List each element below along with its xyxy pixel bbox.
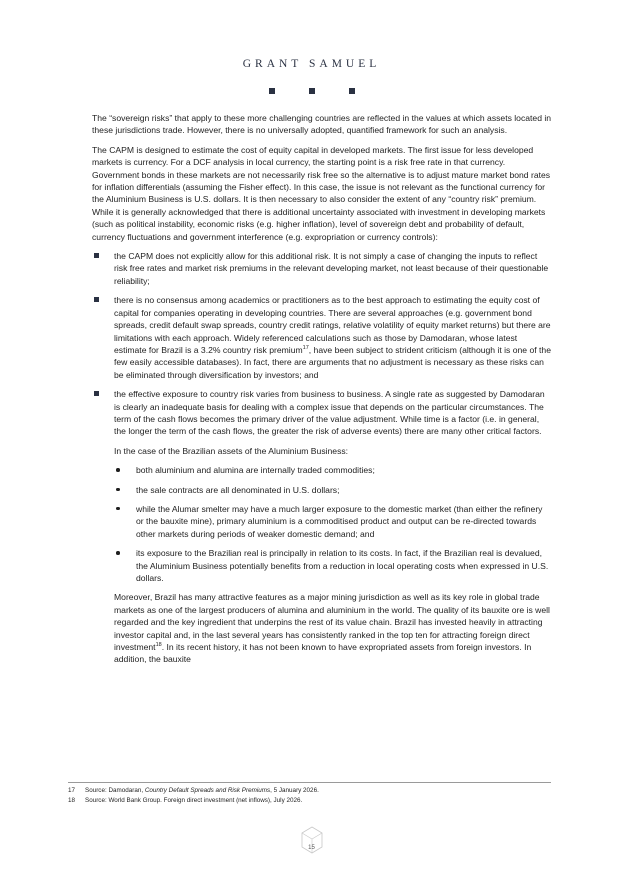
- logo-squares: [0, 88, 623, 94]
- page-number: 15: [308, 845, 315, 851]
- footnote: 17 Source: Damodaran, Country Default Spreads and Risk Premiums, 5 January 2026.: [68, 787, 319, 794]
- footnote-ref: 18: [155, 642, 162, 649]
- brazil-section: [114, 445, 552, 666]
- grant-samuel-logo: GRANT SAMUEL: [242, 58, 381, 70]
- square-icon: [349, 88, 355, 94]
- sub-bullet-item: while the Alumar smelter may have a much larger exposure to the domestic market (than either the refinery or the bauxite mine), primary aluminium is a commoditised product and output can be re-directed towards other markets during periods of weaker domestic demand; and: [114, 503, 552, 540]
- body-text: [92, 112, 552, 673]
- paragraph: The CAPM is designed to estimate the cost of equity capital in developed markets. The first issue for less developed markets is currency. For a DCF analysis in local currency, the starting point is a risk free rate in that currency. Government bonds in these markets are not necessarily risk free so the alternative is to adjust mature market bond rates for inflation differentials (assuming the Fisher effect). In this case, the issue is not relevant as the functional currency for the Aluminium Business is U.S. dollars. It is then necessary to also consider the extent of any “country risk” premium. While it is generally acknowledged that there is additional uncertainty associated with investment in developing markets (such as political instability, economic risks (e.g. higher inflation), level of sovereign debt and probability of default, currency fluctuations and government interference (e.g. expropriation or currency controls):: [92, 144, 551, 242]
- sub-bullet-item: the sale contracts are all denominated in U.S. dollars;: [114, 484, 552, 496]
- square-icon: [269, 88, 275, 94]
- bullet-item: [92, 388, 552, 438]
- dot-bullet-icon: [114, 464, 136, 476]
- footnote: 18 Source: World Bank Group. Foreign direct investment (net inflows), July 2026.: [68, 797, 303, 804]
- bullet-text: the effective exposure to country risk varies from business to business. A single rate as suggested by Damodaran is clearly an inadequate basis for dealing with a complex issue that depends on the particular circumstances. The term of the cash flows becomes the primary driver of the value adjustment. While time is a factor (i.e. in general, the longer the term of the cash flows, the greater the risk of adverse events) there are many other critical factors.: [114, 389, 545, 437]
- bullet-text: there is no consensus among academics or practitioners as to the best approach to estimating the equity cost of capital for companies operating in developing countries. There are several approaches (e.g. government bond spreads, credit default swap spreads, country credit ratings, relative volatility of equity market returns) but there are limitations with each approach. Widely referenced calculations such as those by Damodaran, whose latest estimate for Brazil is a 3.2% country risk premium$^{17}$, have been subject to strident criticism (although it is one of the few easily accessible databases). In fact, there are arguments that no adjustment is necessary as these risks can be eliminated through diversification by investors; and: [114, 295, 551, 380]
- bullet-item: [92, 294, 552, 381]
- paragraph: The “sovereign risks” that apply to these more challenging countries are reflected in the values at which assets located in these jurisdictions trade. However, there is no universally adopted, quantified framework for such an analysis.: [92, 113, 552, 136]
- dot-bullet-icon: [114, 503, 136, 540]
- paragraph: In the case of the Brazilian assets of the Aluminium Business:: [114, 445, 349, 456]
- dot-bullet-icon: [114, 484, 136, 496]
- bullet-text: the CAPM does not explicitly allow for this additional risk. It is not simply a case of changing the inputs to reflect risk free rates and market risk premiums in the relevant developing market, not least because of their questionable reliability;: [114, 251, 549, 286]
- sub-bullet-item: its exposure to the Brazilian real is principally in relation to its costs. In fact, if the Brazilian real is devalued, the Aluminium Business potentially benefits from a reduction in local operating costs when expressed in U.S. dollars.: [114, 547, 552, 584]
- square-icon: [309, 88, 315, 94]
- sub-bullet-item: both aluminium and alumina are internally traded commodities;: [114, 464, 552, 476]
- paragraph: Moreover, Brazil has many attractive features as a major mining jurisdiction as well as its key role in global trade markets as one of the largest producers of alumina and aluminium in the world. The quality of its bauxite ore is well regarded and the key ingredient that underpins the rest of its value chain. Brazil has invested heavily in attracting investor capital and, in the last several years has consistently ranked in the top ten for attracting foreign direct investment$^{18}$. In its recent history, it has not been known to have expropriated assets from foreign investors. In addition, the bauxite: [114, 592, 550, 665]
- dot-bullet-icon: [114, 547, 136, 584]
- footnote-ref: 17: [302, 345, 309, 352]
- square-bullet-icon: [92, 294, 114, 381]
- bullet-item: [92, 250, 552, 287]
- footnote-divider: [68, 782, 551, 783]
- square-bullet-icon: [92, 388, 114, 438]
- square-bullet-icon: [92, 250, 114, 287]
